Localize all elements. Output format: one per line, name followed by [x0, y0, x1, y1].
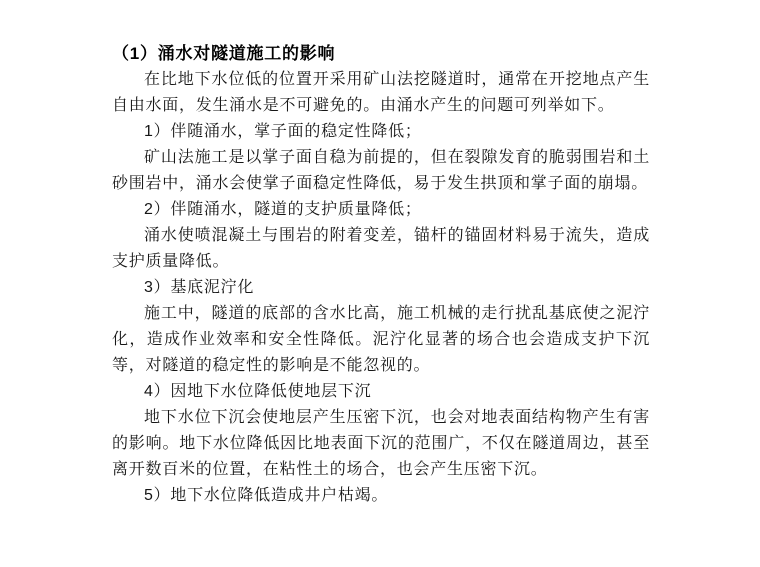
numbered-item-3: 3）基底泥泞化 — [144, 279, 255, 296]
item-3-body-paragraph: 施工中，隧道的底部的含水比高，施工机械的走行扰乱基底使之泥泞化，造成作业效率和安全性降低。泥泞化显著的场合也会造成支护下沉等，对隧道的稳定性的影响是不能忽视的。 — [112, 305, 650, 374]
item-1-body-paragraph: 矿山法施工是以掌子面自稳为前提的，但在裂隙发育的脆弱围岩和土砂围岩中，涌水会使掌子面稳定性降低，易于发生拱顶和掌子面的崩塌。 — [112, 149, 650, 192]
item-4-body-paragraph: 地下水位下沉会使地层产生压密下沉，也会对地表面结构物产生有害的影响。地下水位降低因比地表面下沉的范围广，不仅在隧道周边，甚至离开数百米的位置，在粘性土的场合，也会产生压密下沉。 — [112, 409, 650, 478]
numbered-item-5: 5）地下水位降低造成井户枯竭。 — [144, 487, 389, 504]
intro-paragraph: 在比地下水位低的位置开采用矿山法挖隧道时，通常在开挖地点产生自由水面，发生涌水是不可避免的。由涌水产生的问题可列举如下。 — [112, 71, 650, 114]
numbered-item-2: 2）伴随涌水，隧道的支护质量降低； — [144, 201, 422, 218]
numbered-item-4: 4）因地下水位降低使地层下沉 — [144, 383, 372, 400]
document-content — [112, 41, 650, 509]
section-heading: （1）涌水对隧道施工的影响 — [112, 44, 336, 63]
numbered-item-1: 1）伴随涌水，掌子面的稳定性降低； — [144, 123, 422, 140]
item-2-body-paragraph: 涌水使喷混凝土与围岩的附着变差，锚杆的锚固材料易于流失，造成支护质量降低。 — [112, 227, 650, 270]
